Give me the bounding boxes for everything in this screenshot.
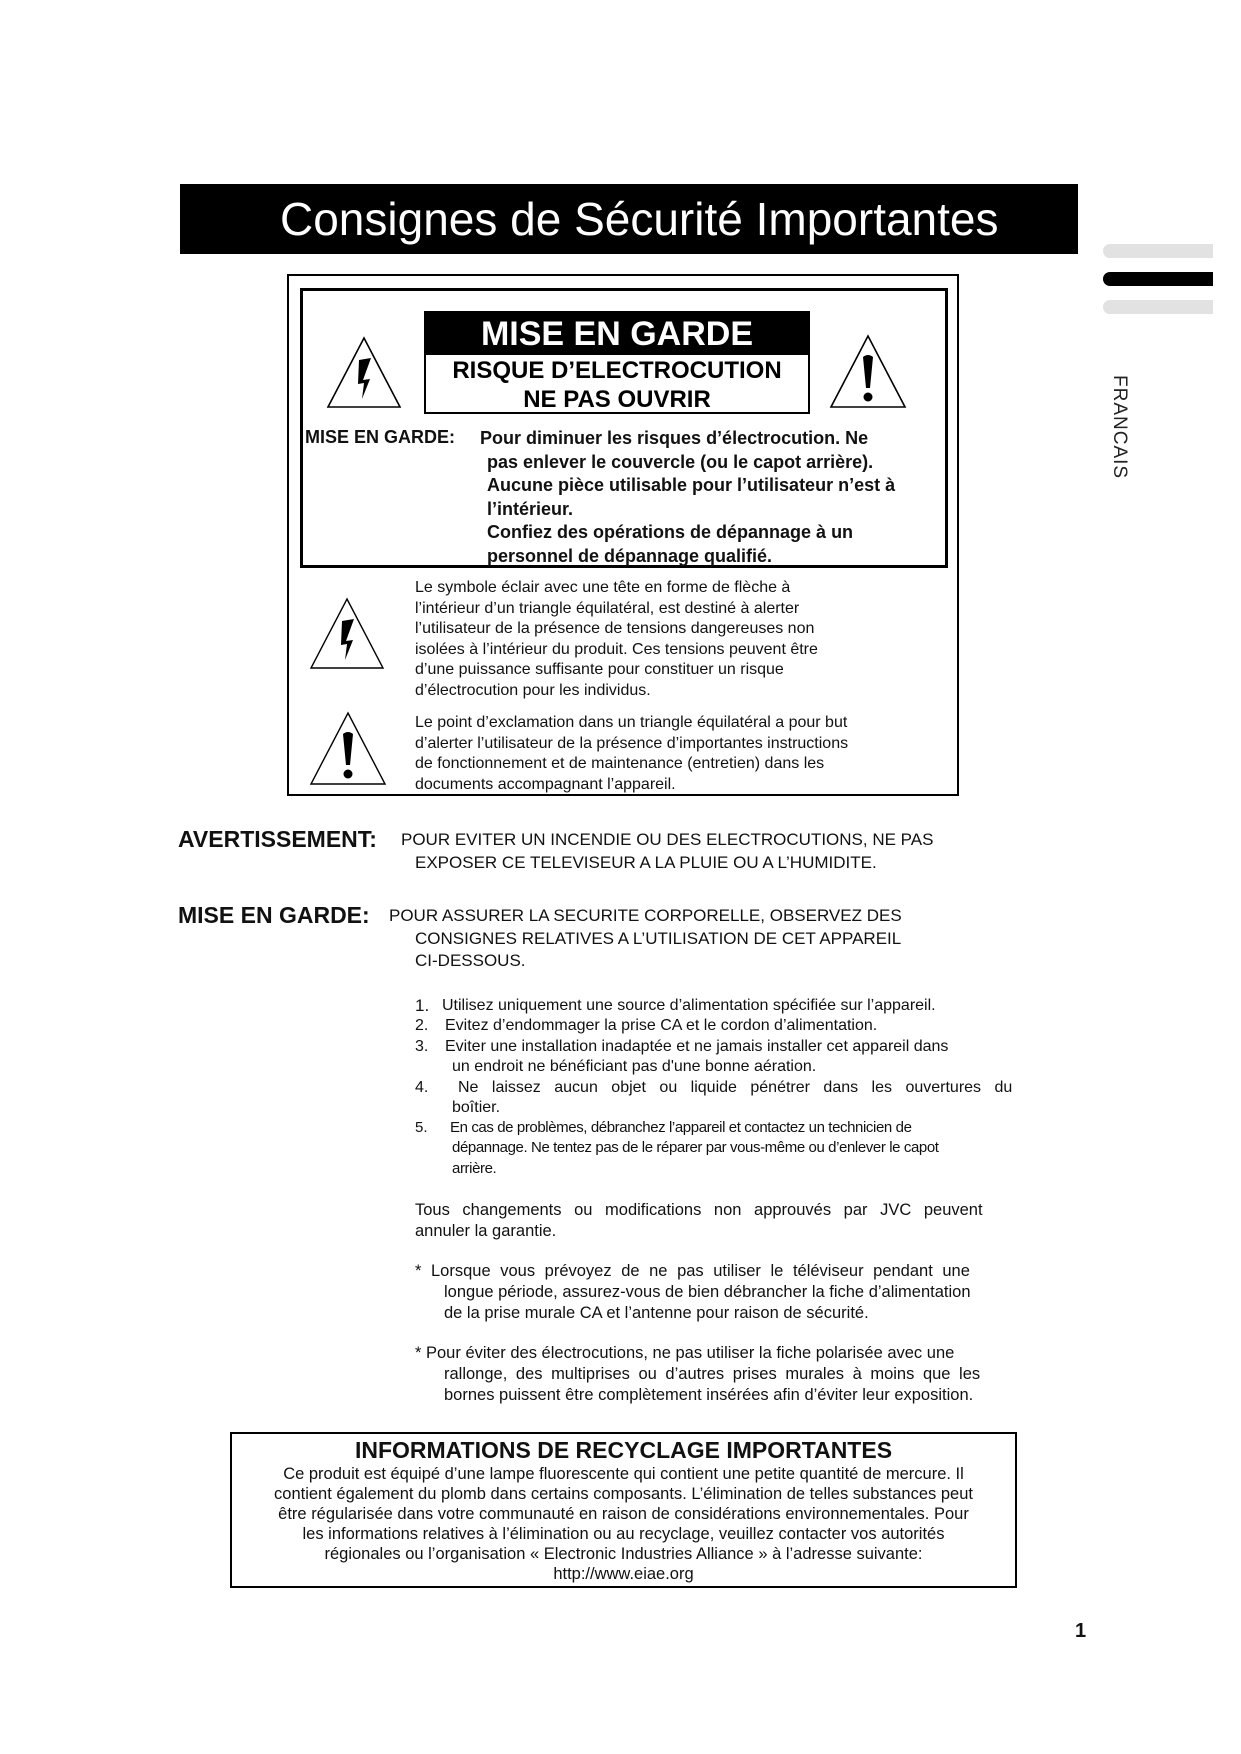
instruction-number: 1. xyxy=(415,996,430,1015)
note-line: rallonge, des multiprises ou d’autres prises murales à moins que les xyxy=(444,1365,981,1383)
avertissement-line: EXPOSER CE TELEVISEUR A LA PLUIE OU A L’HUMIDITE. xyxy=(415,853,877,872)
description-line: de fonctionnement et de maintenance (entretien) dans les xyxy=(415,755,825,772)
description-line: Le point d’exclamation dans un triangle équilatéral a pour but xyxy=(415,714,848,731)
description-line: l’intérieur d’un triangle équilatéral, est destiné à alerter xyxy=(415,599,800,617)
instruction-text: un endroit ne bénéficiant pas d'une bonne aération. xyxy=(452,1058,817,1075)
instruction-text: Ne laissez aucun objet ou liquide pénétrer dans les ouvertures du xyxy=(458,1079,1013,1096)
description-line: documents accompagnant l’appareil. xyxy=(415,775,676,793)
caution-subheading-2: NE PAS OUVRIR xyxy=(523,386,711,413)
note-line: annuler la garantie. xyxy=(415,1222,557,1240)
tab-stripe-active xyxy=(1103,272,1213,286)
recycling-title: INFORMATIONS DE RECYCLAGE IMPORTANTES xyxy=(354,1437,893,1463)
tab-stripe-top xyxy=(1103,244,1213,258)
instruction-text: Evitez d’endommager la prise CA et le cordon d’alimentation. xyxy=(445,1017,878,1034)
caution-heading: MISE EN GARDE xyxy=(426,313,808,355)
recycling-line: les informations relatives à l’élimination ou au recyclage, veuillez contacter vos autorités xyxy=(302,1525,945,1543)
mise-en-garde-line: CI-DESSOUS. xyxy=(415,951,526,970)
recycling-line: être régularisée dans votre communauté en raison de considérations environnementales. Pour xyxy=(278,1505,969,1523)
recycling-line: Ce produit est équipé d’une lampe fluorescente qui contient une petite quantité de mercure. Il xyxy=(283,1465,964,1483)
instruction-text: Eviter une installation inadaptée et ne jamais installer cet appareil dans xyxy=(445,1038,949,1055)
warranty-note xyxy=(415,1200,1015,1242)
recycling-url: http://www.eiae.org xyxy=(553,1565,694,1583)
note-line: longue période, assurez-vous de bien débrancher la fiche d’alimentation xyxy=(444,1283,971,1301)
storage-note xyxy=(415,1261,1015,1324)
note-line: * Pour éviter des électrocutions, ne pas utiliser la fiche polarisée avec une xyxy=(415,1344,955,1362)
mise-en-garde-line: CONSIGNES RELATIVES A L’UTILISATION DE CET APPAREIL xyxy=(415,929,902,948)
recycling-line: contient également du plomb dans certains composants. L’élimination de telles substances peut xyxy=(274,1485,973,1503)
tab-stripe-bottom xyxy=(1103,300,1213,314)
polarized-plug-note xyxy=(415,1343,1015,1406)
description-line: d’électrocution pour les individus. xyxy=(415,681,651,699)
exclamation-warning-icon xyxy=(828,333,908,411)
instruction-text: En cas de problèmes, débranchez l’appareil et contactez un technicien de xyxy=(450,1119,912,1136)
caution-prefix: MISE EN GARDE: xyxy=(305,427,456,447)
avertissement-line: POUR EVITER UN INCENDIE OU DES ELECTROCUTIONS, NE PAS xyxy=(401,830,934,849)
exclamation-symbol-icon xyxy=(308,710,388,788)
page-title: Consignes de Sécurité Importantes xyxy=(280,193,999,245)
caution-line: Pour diminuer les risques d’électrocution. Ne xyxy=(480,428,869,448)
recycling-line: régionales ou l’organisation « Electronic Industries Alliance » à l’adresse suivante: xyxy=(324,1545,923,1563)
instruction-number: 5. xyxy=(415,1119,428,1136)
instruction-number: 3. xyxy=(415,1038,429,1055)
recycling-info-box xyxy=(230,1432,1017,1588)
mise-en-garde-label: MISE EN GARDE: xyxy=(178,902,370,928)
instruction-number: 4. xyxy=(415,1079,429,1096)
lightning-warning-icon xyxy=(325,335,403,411)
description-line: l’utilisateur de la présence de tensions dangereuses non xyxy=(415,620,815,637)
description-line: d’alerter l’utilisateur de la présence d’importantes instructions xyxy=(415,734,849,752)
instruction-text: arrière. xyxy=(452,1160,497,1177)
caution-line: l’intérieur. xyxy=(487,498,574,519)
language-tab-label: FRANCAIS xyxy=(1109,375,1130,480)
caution-line: Confiez des opérations de dépannage à un xyxy=(487,522,854,542)
caution-subheading-1: RISQUE D’ELECTROCUTION xyxy=(452,357,782,384)
description-line: d’une puissance suffisante pour constituer un risque xyxy=(415,661,784,678)
caution-header-box xyxy=(424,311,810,414)
page-number: 1 xyxy=(1075,1620,1087,1642)
lightning-symbol-description xyxy=(415,578,915,701)
description-line: Le symbole éclair avec une tête en forme de flèche à xyxy=(415,579,791,596)
caution-line: personnel de dépannage qualifié. xyxy=(487,545,773,566)
exclamation-symbol-description xyxy=(415,713,915,795)
avertissement-label: AVERTISSEMENT: xyxy=(178,826,377,852)
instruction-text: boîtier. xyxy=(452,1099,501,1116)
instruction-number: 2. xyxy=(415,1017,429,1034)
note-line: * Lorsque vous prévoyez de ne pas utiliser le téléviseur pendant une xyxy=(415,1262,970,1280)
caution-line: pas enlever le couvercle (ou le capot arrière). xyxy=(487,451,874,472)
instruction-text: dépannage. Ne tentez pas de le réparer par vous-même ou d’enlever le capot xyxy=(452,1139,939,1156)
instruction-text: Utilisez uniquement une source d’alimentation spécifiée sur l’appareil. xyxy=(442,997,936,1014)
lightning-symbol-icon xyxy=(308,596,386,672)
note-line: bornes puissent être complètement insérées afin d’éviter leur exposition. xyxy=(444,1386,974,1404)
note-line: Tous changements ou modifications non approuvés par JVC peuvent xyxy=(415,1201,983,1219)
title-banner xyxy=(180,184,1078,254)
caution-text xyxy=(480,427,942,568)
description-line: isolées à l’intérieur du produit. Ces tensions peuvent être xyxy=(415,640,818,658)
mise-en-garde-line: POUR ASSURER LA SECURITE CORPORELLE, OBSERVEZ DES xyxy=(389,906,902,925)
note-line: de la prise murale CA et l’antenne pour raison de sécurité. xyxy=(444,1304,869,1322)
caution-line: Aucune pièce utilisable pour l’utilisateur n’est à xyxy=(487,475,896,495)
